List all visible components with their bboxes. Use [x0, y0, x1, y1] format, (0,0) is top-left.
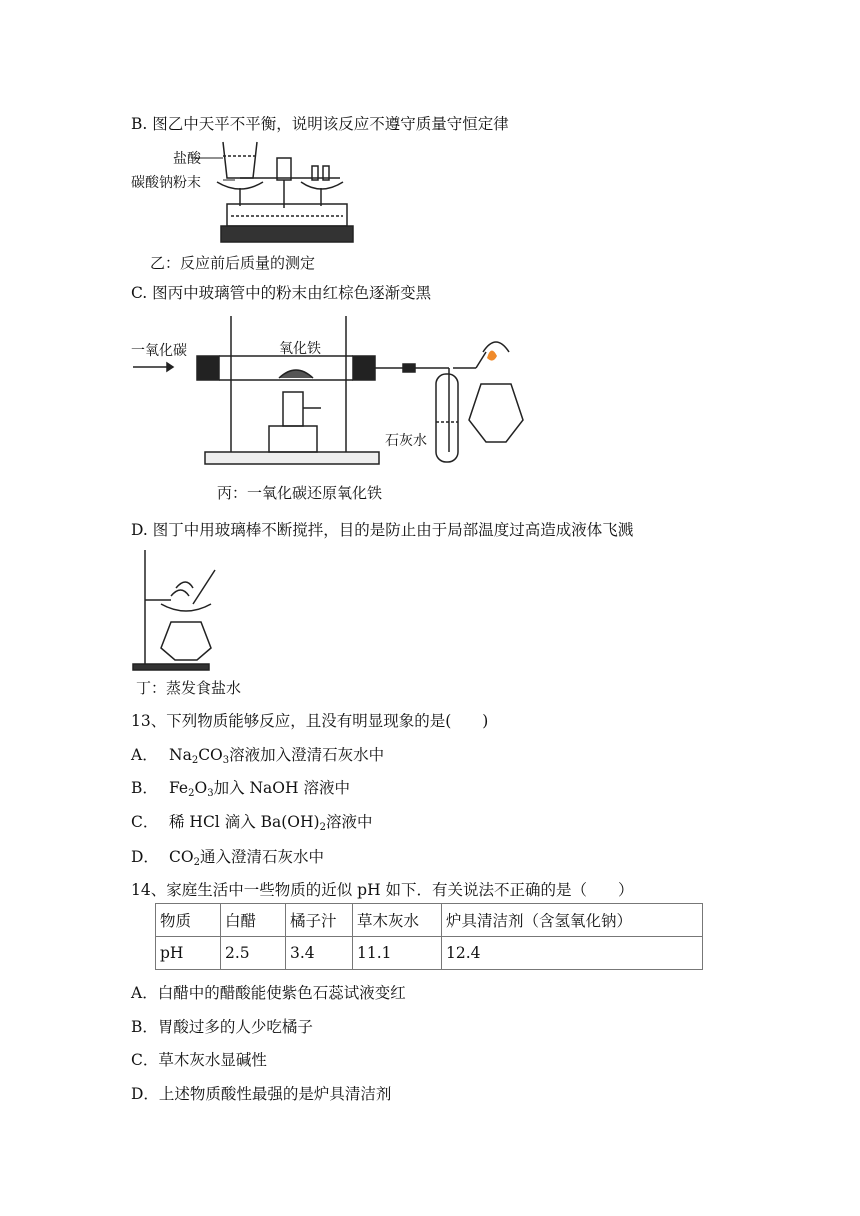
evaporation-drawing — [131, 548, 241, 672]
q12-option-c: C. 图丙中玻璃管中的粉末由红棕色逐渐变黑 — [131, 284, 432, 302]
label-sodium-carbonate-powder: 碳酸钠粉末 — [131, 175, 201, 191]
table-cell: 2.5 — [221, 937, 286, 970]
q12-option-d: D. 图丁中用玻璃棒不断搅拌，目的是防止由于局部温度过高造成液体飞溅 — [131, 521, 634, 539]
q14-option-c: C．草木灰水显碱性 — [131, 1051, 267, 1069]
ph-table — [155, 903, 703, 970]
label-hydrochloric-acid: 盐酸 — [173, 151, 201, 167]
label-iron-oxide: 氧化铁 — [279, 341, 321, 357]
table-cell: 草木灰水 — [353, 904, 442, 937]
q13-option-b: B． $Fe_2O_3$加入 NaOH 溶液中 — [131, 779, 350, 799]
table-cell: 3.4 — [286, 937, 353, 970]
balance-drawing — [131, 136, 371, 248]
q14-stem: 14、家庭生活中一些物质的近似 pH 如下．有关说法不正确的是（ ） — [131, 881, 634, 899]
table-cell: 11.1 — [353, 937, 442, 970]
q14-option-b: B．胃酸过多的人少吃橘子 — [131, 1018, 313, 1036]
table-cell: 12.4 — [442, 937, 703, 970]
caption-figure-c: 丙：一氧化碳还原氧化铁 — [217, 484, 383, 502]
figure-co-reduction — [131, 312, 531, 502]
q13-option-c: C． 稀 HCl 滴入 $Ba(OH)_2$溶液中 — [131, 813, 373, 833]
figure-balance — [131, 136, 371, 248]
table-cell: 物质 — [156, 904, 221, 937]
figure-evaporation — [131, 548, 241, 672]
q13-option-d: D． $CO_2$通入澄清石灰水中 — [131, 848, 324, 868]
q14-option-a: A．白醋中的醋酸能使紫色石蕊试液变红 — [131, 984, 406, 1002]
label-limewater: 石灰水 — [385, 433, 427, 449]
q13-option-a: A． $Na_2CO_3$溶液加入澄清石灰水中 — [131, 746, 385, 766]
table-cell: 橘子汁 — [286, 904, 353, 937]
table-cell: 白醋 — [221, 904, 286, 937]
label-carbon-monoxide: 一氧化碳 — [131, 343, 187, 359]
caption-figure-b: 乙：反应前后质量的测定 — [150, 254, 316, 272]
ph-table-header-row — [156, 904, 703, 937]
q13-stem: 13、下列物质能够反应，且没有明显现象的是( ) — [131, 712, 489, 730]
co-reduction-drawing — [131, 312, 531, 502]
table-cell: 炉具清洁剂（含氢氧化钠） — [442, 904, 703, 937]
table-cell: pH — [156, 937, 221, 970]
ph-table-value-row — [156, 937, 703, 970]
caption-figure-d: 丁：蒸发食盐水 — [136, 679, 242, 697]
q12-option-b: B. 图乙中天平不平衡，说明该反应不遵守质量守恒定律 — [131, 115, 509, 133]
q14-option-d: D．上述物质酸性最强的是炉具清洁剂 — [131, 1085, 392, 1103]
